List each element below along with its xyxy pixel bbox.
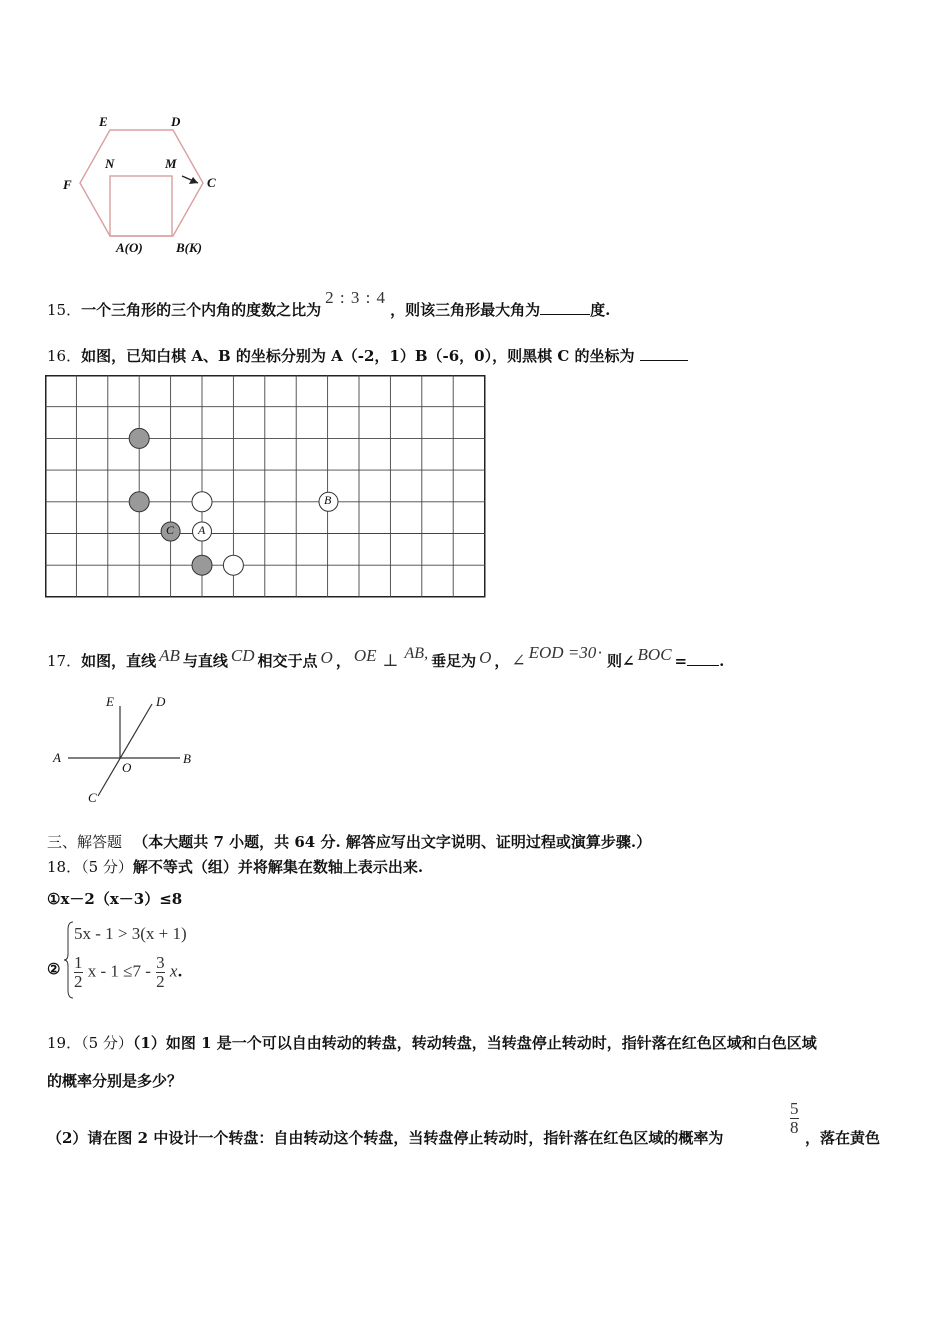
label-F: F [63, 177, 72, 192]
label-N: N [105, 156, 115, 171]
q17-point-O2: O [479, 648, 492, 667]
fig-label-B: B [183, 751, 191, 766]
q17-degree: · [597, 643, 603, 662]
q17-perp: ⊥ [382, 651, 399, 670]
black-stone [129, 428, 149, 448]
q17-t1: 如图，直线 [81, 652, 157, 670]
label-E: E [99, 114, 108, 129]
q15-text-before: 一个三角形的三个内角的度数之比为 [81, 301, 322, 319]
frac-one-half [74, 954, 83, 991]
q18-part1: ①x－2（x－3）≤8 [47, 890, 183, 908]
question-18 [47, 856, 423, 877]
stone-label-B: B [324, 493, 332, 507]
q17-t6: ， [494, 652, 510, 670]
q15-answer-blank[interactable] [540, 300, 590, 315]
q19-score: （5 分） [81, 1034, 133, 1052]
label-BK: B(K) [176, 240, 202, 255]
q18-score: （5 分） [81, 858, 133, 876]
q18-ineq2-dot: . [177, 962, 183, 981]
q17-angle-EOD: EOD =30 [528, 643, 597, 662]
q15-ratio: 2 : 3 : 4 [325, 288, 387, 307]
fig-label-O: O [122, 760, 132, 775]
question-16 [47, 345, 688, 366]
go-board-grid [45, 375, 486, 598]
q17-t8: = [674, 652, 688, 670]
square-shape [110, 176, 172, 236]
frac-den-2: 2 [74, 971, 83, 991]
hexagon-figure [55, 110, 225, 260]
label-AO: A(O) [116, 240, 143, 255]
stone-label-C: C [166, 523, 175, 537]
q15-text-after: ，则该三角形最大角为 [390, 301, 541, 319]
frac-three-half [156, 954, 165, 991]
line-CD [98, 704, 152, 796]
section-3-title: 三、解答题 [47, 833, 123, 851]
q17-angle: ∠ [511, 651, 526, 670]
frac-den-2b: 2 [156, 971, 165, 991]
q17-t4: ， [335, 652, 351, 670]
fig-label-E: E [106, 694, 114, 709]
fig-label-A: A [53, 750, 61, 765]
black-stone [129, 492, 149, 512]
q17-t2: 与直线 [182, 652, 228, 670]
q17-number: 17． [47, 652, 82, 670]
q19-frac-num: 5 [790, 1099, 799, 1118]
frac-num-1: 1 [74, 953, 83, 972]
q19-line3-before: （2）请在图 2 中设计一个转盘：自由转动这个转盘，当转盘停止转动时，指针落在红色区域的概率为 [47, 1129, 724, 1147]
q19-line3-after: ，落在黄色 [805, 1129, 881, 1147]
q18-text: 解不等式（组）并将解集在数轴上表示出来. [132, 858, 424, 876]
q17-t5: 垂足为 [431, 652, 477, 670]
label-D: D [171, 114, 181, 129]
section-3-note: （本大题共 7 小题，共 64 分. 解答应写出文字说明、证明过程或演算步骤.） [133, 833, 652, 851]
black-stone [192, 555, 212, 575]
q18-ineq2-mid: x - 1 ≤7 - [87, 961, 151, 981]
q17-AB2: AB, [404, 645, 429, 662]
section-3-heading [47, 831, 651, 852]
q18-ineq2 [74, 954, 183, 991]
q17-angle-BOC: BOC [637, 645, 672, 664]
hexagon-shape [80, 130, 203, 236]
question-19-line1 [47, 1032, 817, 1053]
question-15 [47, 288, 611, 320]
fig-label-C: C [88, 790, 97, 805]
stone-label-A: A [198, 523, 206, 537]
question-17 [47, 643, 725, 671]
hexagon-diagram [55, 110, 225, 260]
question-19-line2: 的概率分别是多少？ [47, 1072, 183, 1090]
white-stone [192, 492, 212, 512]
q16-answer-blank[interactable] [640, 346, 688, 361]
grid-lines [45, 375, 485, 597]
q18-ineq2-end: x [169, 961, 178, 981]
q18-part2-label: ② [47, 960, 61, 978]
white-stone [223, 555, 243, 575]
q16-number: 16． [47, 347, 82, 365]
q19-fraction [790, 1100, 799, 1137]
q17-t7: 则∠ [606, 652, 635, 670]
q19-number: 19． [47, 1034, 82, 1052]
q17-point-O: O [320, 648, 333, 667]
q17-answer-blank[interactable] [687, 651, 719, 666]
q19-line1: （1）如图 1 是一个可以自由转动的转盘，转动转盘，当转盘停止转动时，指针落在红色区域和白色区域 [132, 1034, 817, 1052]
frac-num-3: 3 [156, 953, 165, 972]
go-board [45, 375, 486, 598]
label-C: C [207, 175, 216, 190]
q16-text: 如图，已知白棋 A、B 的坐标分别为 A（-2，1）B（-6，0），则黑棋 C 的坐标为 [81, 347, 635, 365]
system-brace [64, 920, 74, 1000]
q17-line-AB: AB [159, 646, 180, 665]
q17-line-CD: CD [230, 646, 255, 665]
angle-diagram [50, 694, 200, 806]
fig-label-D: D [156, 694, 166, 709]
angle-figure [50, 694, 200, 806]
q17-t9: . [719, 652, 725, 670]
q15-text-end: 度. [590, 301, 611, 319]
label-M: M [165, 156, 177, 171]
q18-ineq1: 5x - 1 > 3(x + 1) [74, 924, 187, 943]
arrow-head [189, 177, 198, 184]
q17-t3: 相交于点 [257, 652, 318, 670]
q19-frac-den: 8 [790, 1117, 799, 1137]
q17-OE: OE [353, 646, 377, 665]
q18-number: 18． [47, 858, 82, 876]
q15-number: 15． [47, 301, 82, 319]
